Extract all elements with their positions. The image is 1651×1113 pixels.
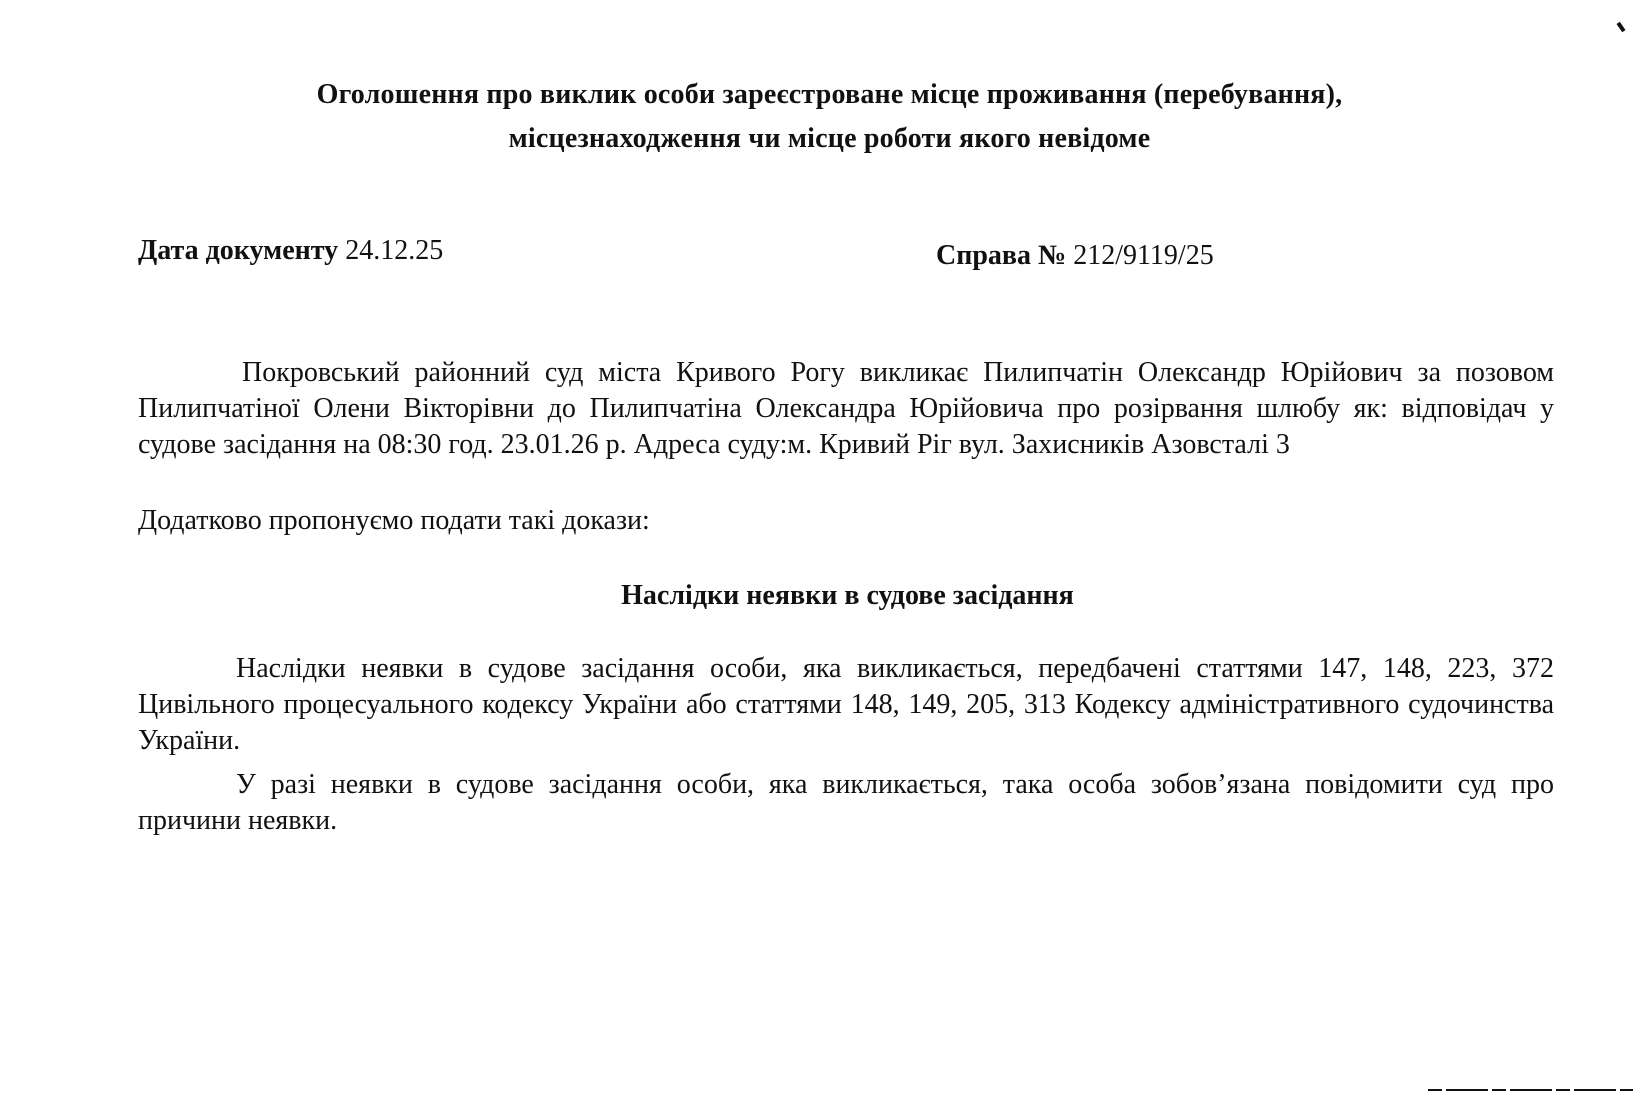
consequences-heading: Наслідки неявки в судове засідання	[621, 580, 1074, 611]
scan-mark	[1616, 22, 1625, 32]
case-number	[936, 239, 1214, 273]
document-date	[138, 234, 443, 268]
summons-paragraph: Покровський районний суд міста Кривого Рогу викликає Пилипчатін Олександр Юрійович за позовом Пилипчатіної Олени Вікторівни до Пилипчатіна Олександра Юрійовича про розірвання шлюбу як: відповідач у судове засідання на 08:30 год. 23.01.26 р. Адреса суду:м. Кривий Ріг вул. Захисників Азовсталі 3	[138, 357, 1554, 460]
document-date-label: Дата документу	[138, 235, 339, 266]
document-title-line-2: місцезнаходження чи місце роботи якого невідоме	[508, 123, 1151, 154]
case-number-label: Справа №	[936, 240, 1067, 271]
case-number-value: 212/9119/25	[1073, 240, 1214, 271]
document-date-value: 24.12.25	[345, 235, 444, 266]
evidence-request: Додатково пропонуємо подати такі докази:	[138, 505, 650, 536]
consequences-paragraph: Наслідки неявки в судове засідання особи, яка викликається, передбачені статтями 147, 148, 223, 372 Цивільного процесуального кодексу України або статтями 148, 149, 205, 313 Кодексу адміністративного судочинства України.	[138, 653, 1554, 756]
document-title-line-1: Оголошення про виклик особи зареєстроване місце проживання (перебування),	[316, 79, 1343, 110]
scan-artifact-line	[1428, 1089, 1633, 1091]
obligation-paragraph: У разі неявки в судове засідання особи, яка викликається, така особа зобов’язана повідомити суд про причини неявки.	[138, 769, 1554, 836]
